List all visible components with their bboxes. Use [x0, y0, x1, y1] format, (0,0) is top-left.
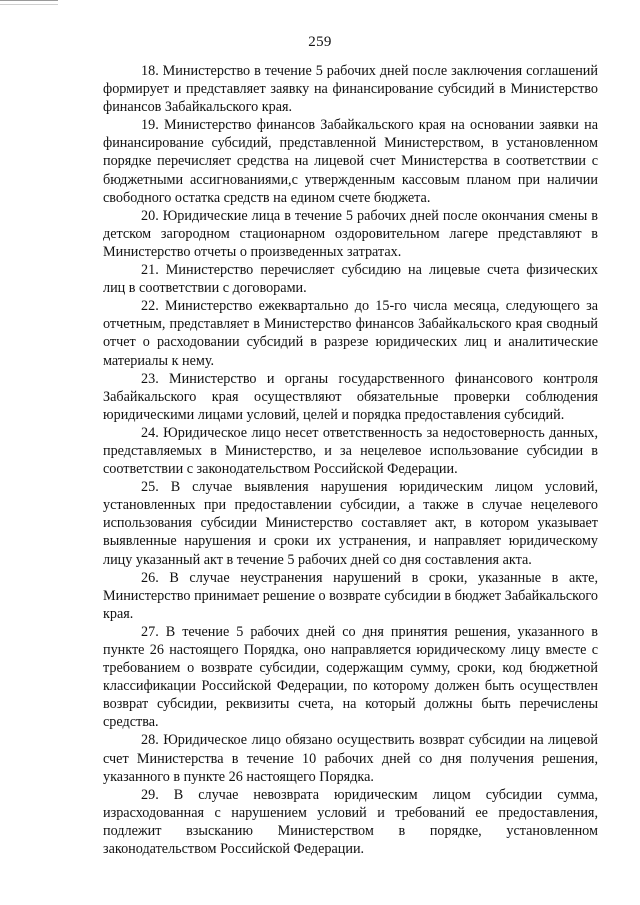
paragraph-18: 18. Министерство в течение 5 рабочих дней после заключения соглашений формирует и представляет заявку на финансирование субсидий в Министерство финансов Забайкальского края.: [103, 63, 598, 116]
paragraph-19: 19. Министерство финансов Забайкальского края на основании заявки на финансирование субсидий, представленной Министерством, в установленном порядке перечисляет средства на лицевой счет Министерства в соответствии с бюджетными ассигнованиями,с утвержденным кассовым планом при наличии свободного остатка средств на едином счете бюджета.: [103, 117, 598, 206]
document-body: [103, 62, 598, 858]
paragraph-28: 28. Юридическое лицо обязано осуществить возврат субсидии на лицевой счет Министерства в течение 10 рабочих дней со дня получения решения, указанного в пункте 26 настоящего Порядка.: [103, 732, 598, 785]
paragraph-22: 22. Министерство ежеквартально до 15-го числа месяца, следующего за отчетным, представляет в Министерство финансов Забайкальского края сводный отчет о расходовании субсидий в разрезе юридических лиц и аналитические материалы к нему.: [103, 298, 598, 369]
paragraph-20: 20. Юридические лица в течение 5 рабочих дней после окончания смены в детском загородном стационарном оздоровительном лагере представляют в Министерство отчеты о произведенных затратах.: [103, 207, 598, 260]
paragraph-21: 21. Министерство перечисляет субсидию на лицевые счета физических лиц в соответствии с договорами.: [103, 262, 598, 297]
page-number: 259: [308, 34, 332, 50]
paragraph-26: 26. В случае неустранения нарушений в сроки, указанные в акте, Министерство принимает решение о возврате субсидии в бюджет Забайкальского края.: [103, 569, 598, 622]
paragraph-24: 24. Юридическое лицо несет ответственность за недостоверность данных, представляемых в Министерство, и за нецелевое использование субсидии в соответствии с законодательством Российской Федерации.: [103, 424, 598, 478]
paragraph-25: 25. В случае выявления нарушения юридическим лицом условий, установленных при предоставлении субсидии, а также в случае нецелевого использования субсидии Министерство составляет акт, в котором указывает выявленные нарушения и сроки их устранения, и направляет юридическому лицу указанный акт в течение 5 рабочих дней со дня составления акта.: [103, 479, 598, 568]
paragraph-23: 23. Министерство и органы государственного финансового контроля Забайкальского края осуществляют обязательные проверки соблюдения юридическими лицами условий, целей и порядка предоставления субсидий.: [103, 370, 598, 423]
paragraph-27: 27. В течение 5 рабочих дней со дня принятия решения, указанного в пункте 26 настоящего Порядка, оно направляется юридическому лицу вместе с требованием о возврате субсидии, содержащим сумму, сроки, код бюджетной классификации Российской Федерации, по которому должен быть осуществлен возврат субсидии, реквизиты счета, на который должны быть перечислены средства.: [103, 623, 598, 731]
scan-edge-mark: [0, 0, 58, 5]
paragraph-29: 29. В случае невозврата юридическим лицом субсидии сумма, израсходованная с нарушением условий и требований ее предоставления, подлежит взысканию Министерством в порядке, установленном законодательством Российской Федерации.: [103, 786, 598, 858]
